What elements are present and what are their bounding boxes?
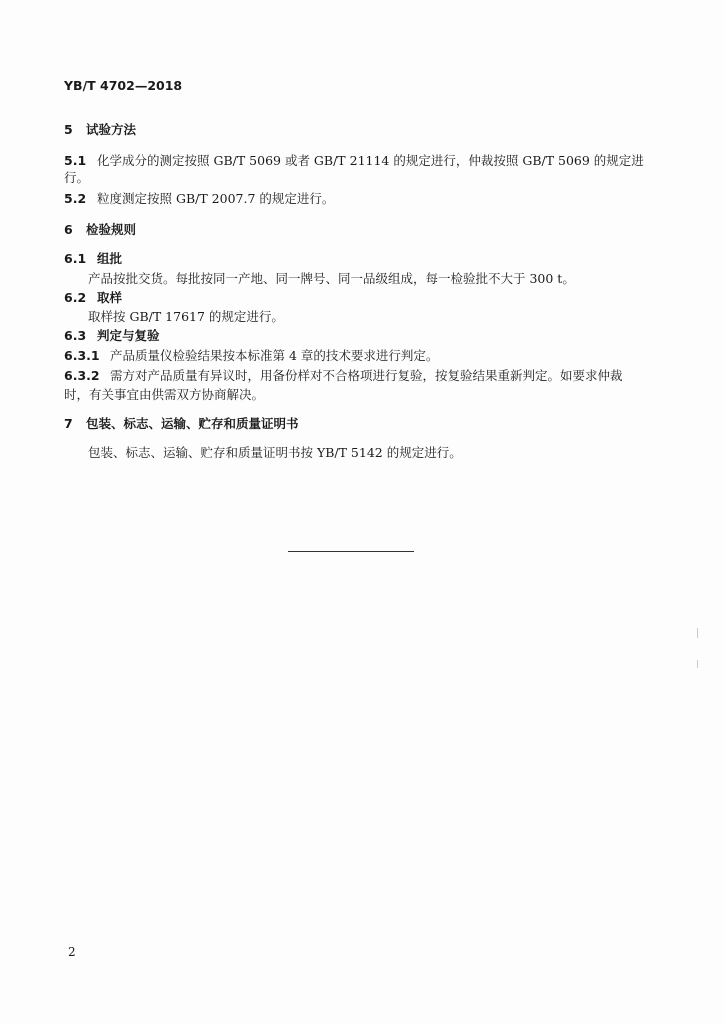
- section-5-number: 5: [64, 122, 73, 137]
- section-7-title: 包装、标志、运输、贮存和质量证明书: [86, 416, 299, 431]
- clause-6-3-2-text-line2: 时，有关事宜由供需双方协商解决。: [64, 387, 265, 402]
- clause-5-1-text-line1: 化学成分的测定按照 GB/T 5069 或者 GB/T 21114 的规定进行，仲裁按照 GB/T 5069 的规定进: [97, 153, 644, 168]
- clause-6-2-text: 取样按 GB/T 17617 的规定进行。: [88, 309, 284, 324]
- scan-artifact: [697, 628, 698, 638]
- standard-code-header: YB/T 4702—2018: [64, 78, 183, 93]
- clause-6-3-2-number: 6.3.2: [64, 368, 100, 383]
- section-7-text: 包装、标志、运输、贮存和质量证明书按 YB/T 5142 的规定进行。: [88, 445, 462, 460]
- clause-5-1-number: 5.1: [64, 153, 87, 168]
- clause-6-3-1-text: 产品质量仪检验结果按本标准第 4 章的技术要求进行判定。: [110, 348, 439, 363]
- scan-artifact: [697, 660, 698, 668]
- clause-6-1-title: 组批: [97, 251, 123, 266]
- section-6-title: 检验规则: [86, 222, 137, 237]
- section-5-title: 试验方法: [86, 122, 137, 137]
- clause-6-3-title: 判定与复验: [97, 328, 160, 343]
- end-of-text-rule: [288, 551, 414, 552]
- clause-6-3-1-number: 6.3.1: [64, 348, 100, 363]
- clause-6-1-number: 6.1: [64, 251, 87, 266]
- section-7-number: 7: [64, 416, 73, 431]
- clause-5-2-text: 粒度测定按照 GB/T 2007.7 的规定进行。: [97, 191, 335, 206]
- clause-6-2-number: 6.2: [64, 290, 87, 305]
- clause-6-3-number: 6.3: [64, 328, 87, 343]
- clause-6-1-text: 产品按批交货。每批按同一产地、同一牌号、同一品级组成，每一检验批不大于 300 t。: [88, 271, 575, 286]
- clause-6-2-title: 取样: [97, 290, 123, 305]
- clause-5-1-text-line2: 行。: [64, 170, 90, 185]
- section-6-number: 6: [64, 222, 73, 237]
- clause-6-3-2-text-line1: 需方对产品质量有异议时，用备份样对不合格项进行复验，按复验结果重新判定。如要求仲裁: [110, 368, 623, 383]
- clause-5-2-number: 5.2: [64, 191, 87, 206]
- page-number: 2: [68, 945, 76, 959]
